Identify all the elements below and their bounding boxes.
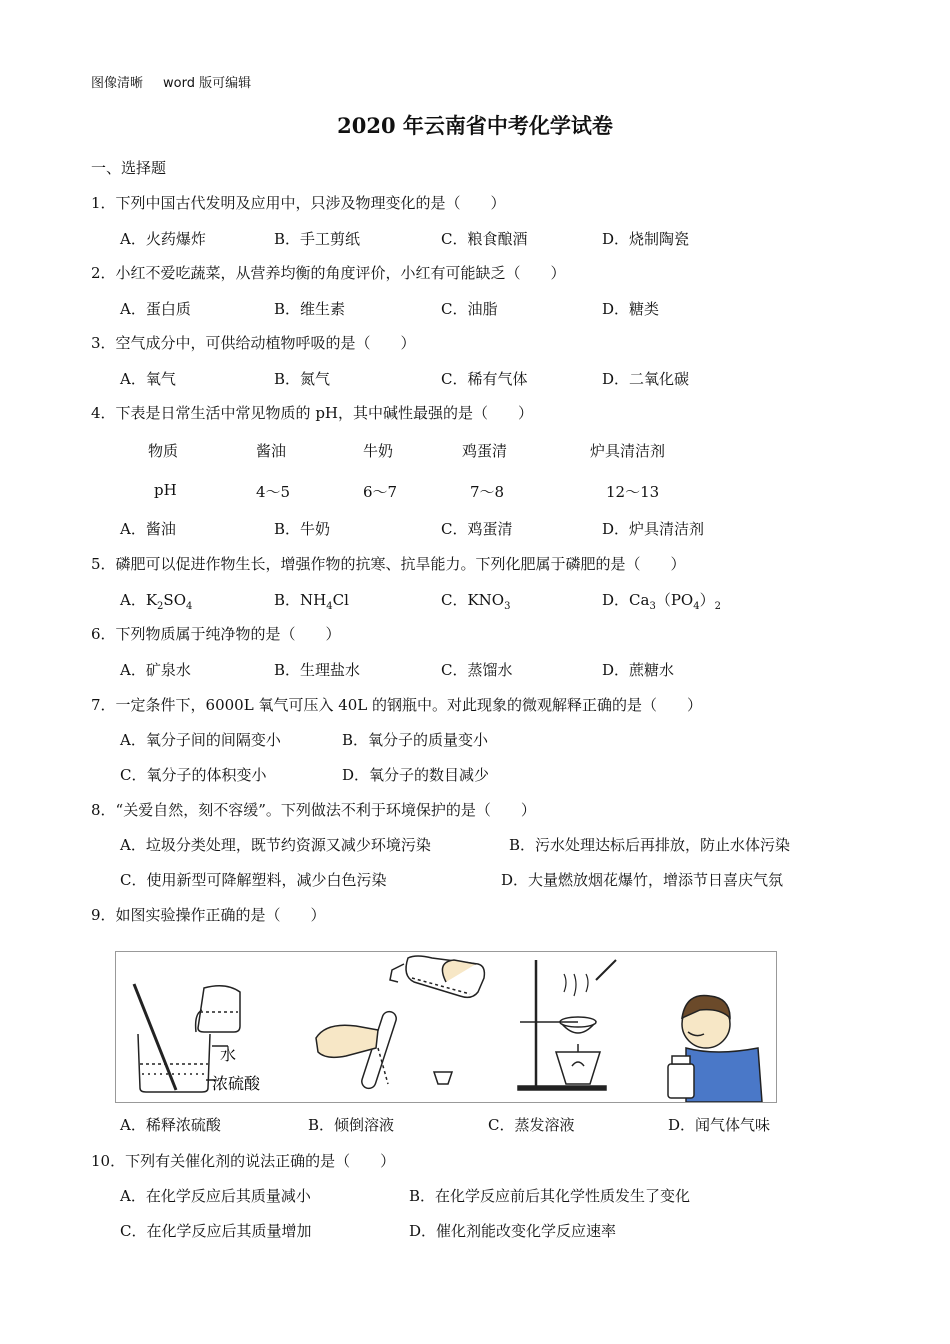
q2-option-d[interactable]: D．糖类 (602, 300, 660, 318)
q1-option-c[interactable]: C．粮食酿酒 (441, 230, 528, 248)
q8-option-a[interactable]: A．垃圾分类处理，既节约资源又减少环境污染 (120, 836, 431, 854)
q10-option-c[interactable]: C．在化学反应后其质量增加 (120, 1222, 312, 1240)
header-right: word 版可编辑 (163, 76, 252, 91)
q8-option-d[interactable]: D．大量燃放烟花爆竹，增添节日喜庆气氛 (501, 871, 784, 889)
q9-option-d[interactable]: D．闻气体气味 (668, 1116, 771, 1134)
q10-option-b[interactable]: B．在化学反应前后其化学性质发生了变化 (409, 1187, 691, 1205)
ph-table-header-soy: 酱油 (256, 442, 287, 460)
lab-illustrations (116, 952, 776, 1102)
question-7-stem: 7．一定条件下，6000L 氧气可压入 40L 的钢瓶中。对此现象的微观解释正确的是（ ） (91, 696, 703, 714)
q4-option-c[interactable]: C．鸡蛋清 (441, 520, 513, 538)
question-2-stem: 2．小红不爱吃蔬菜，从营养均衡的角度评价，小红有可能缺乏（ ） (91, 264, 566, 282)
q2-option-c[interactable]: C．油脂 (441, 300, 498, 318)
q8-option-c[interactable]: C．使用新型可降解塑料，减少白色污染 (120, 871, 387, 889)
q8-option-b[interactable]: B．污水处理达标后再排放，防止水体污染 (509, 836, 791, 854)
q7-option-d[interactable]: D．氧分子的数目减少 (342, 766, 490, 784)
question-5-stem: 5．磷肥可以促进作物生长，增强作物的抗寒、抗旱能力。下列化肥属于磷肥的是（ ） (91, 555, 686, 573)
q6-option-b[interactable]: B．生理盐水 (274, 661, 361, 679)
q10-option-d[interactable]: D．催化剂能改变化学反应速率 (409, 1222, 617, 1240)
q6-option-c[interactable]: C．蒸馏水 (441, 661, 513, 679)
page-header (91, 72, 251, 91)
ph-value-milk: 6～7 (363, 483, 398, 501)
q4-option-b[interactable]: B．牛奶 (274, 520, 331, 538)
q9-option-b[interactable]: B．倾倒溶液 (308, 1116, 395, 1134)
q3-option-b[interactable]: B．氮气 (274, 370, 331, 388)
label-water: 水 (220, 1045, 237, 1064)
ph-table-header-substance: 物质 (148, 442, 179, 460)
question-8-stem: 8．“关爱自然，刻不容缓”。下列做法不利于环境保护的是（ ） (91, 801, 536, 819)
question-9-stem: 9．如图实验操作正确的是（ ） (91, 906, 326, 924)
label-concentrated-acid: 浓硫酸 (212, 1074, 261, 1093)
question-6-stem: 6．下列物质属于纯净物的是（ ） (91, 625, 341, 643)
q10-option-a[interactable]: A．在化学反应后其质量减小 (120, 1187, 311, 1205)
q3-option-c[interactable]: C．稀有气体 (441, 370, 528, 388)
smelling-gas-illustration (668, 995, 762, 1102)
q9-option-a[interactable]: A．稀释浓硫酸 (120, 1116, 221, 1134)
q5-option-d[interactable]: D．$Ca_3(PO_4)_2$ (602, 591, 721, 612)
q2-option-a[interactable]: A．蛋白质 (120, 300, 191, 318)
q6-option-d[interactable]: D．蔗糖水 (602, 661, 675, 679)
ph-table-label-ph: pH (154, 481, 177, 499)
q6-option-a[interactable]: A．矿泉水 (120, 661, 191, 679)
header-left: 图像清晰 (91, 76, 144, 91)
section-heading: 一、选择题 (91, 159, 167, 177)
q9-option-c[interactable]: C．蒸发溶液 (488, 1116, 575, 1134)
ph-value-cleaner: 12～13 (606, 483, 660, 501)
q3-option-a[interactable]: A．氧气 (120, 370, 176, 388)
ph-table-header-milk: 牛奶 (363, 442, 394, 460)
q7-option-b[interactable]: B．氧分子的质量变小 (342, 731, 489, 749)
lab-operations-figure (115, 951, 777, 1103)
evaporation-illustration (518, 960, 616, 1090)
q7-option-c[interactable]: C．氧分子的体积变小 (120, 766, 267, 784)
question-4-stem: 4．下表是日常生活中常见物质的 pH，其中碱性最强的是（ ） (91, 404, 533, 422)
question-10-stem: 10．下列有关催化剂的说法正确的是（ ） (91, 1152, 396, 1170)
q5-option-b[interactable]: B．$NH_4Cl$ (274, 591, 349, 612)
q5-option-c[interactable]: C．$KNO_3$ (441, 591, 511, 612)
ph-value-eggwhite: 7～8 (470, 483, 505, 501)
exam-title: 2020 年云南省中考化学试卷 (337, 113, 613, 138)
q1-option-d[interactable]: D．烧制陶瓷 (602, 230, 690, 248)
pouring-liquid-illustration (316, 956, 484, 1090)
q2-option-b[interactable]: B．维生素 (274, 300, 346, 318)
q5-option-a[interactable]: A．$K_2SO_4$ (120, 591, 193, 612)
ph-table-header-cleaner: 炉具清洁剂 (590, 442, 666, 460)
q4-option-a[interactable]: A．酱油 (120, 520, 176, 538)
question-3-stem: 3．空气成分中，可供给动植物呼吸的是（ ） (91, 334, 416, 352)
question-1-stem: 1．下列中国古代发明及应用中，只涉及物理变化的是（ ） (91, 194, 506, 212)
q1-option-a[interactable]: A．火药爆炸 (120, 230, 206, 248)
q7-option-a[interactable]: A．氧分子间的间隔变小 (120, 731, 281, 749)
ph-value-soy: 4～5 (256, 483, 291, 501)
q1-option-b[interactable]: B．手工剪纸 (274, 230, 361, 248)
q3-option-d[interactable]: D．二氧化碳 (602, 370, 690, 388)
q4-option-d[interactable]: D．炉具清洁剂 (602, 520, 705, 538)
ph-table-header-eggwhite: 鸡蛋清 (462, 442, 508, 460)
